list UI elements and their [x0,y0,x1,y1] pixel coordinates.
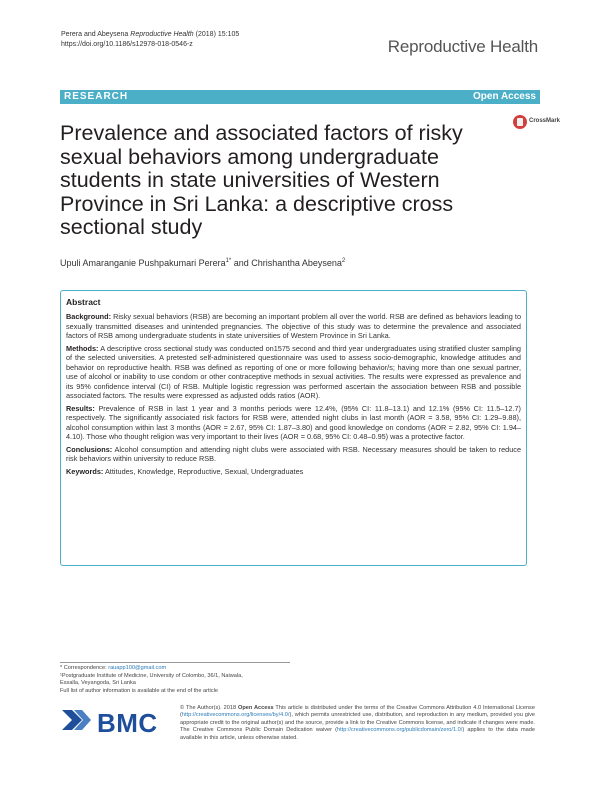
methods-label: Methods: [66,343,99,353]
abstract-heading: Abstract [66,297,101,307]
license-link[interactable]: http://creativecommons.org/licenses/by/4.0/ [181,712,290,719]
license-text: This article is distributed under the terms of the Creative Commons Attribution 4.0 International License ( [180,705,535,719]
abstract-conclusions [66,445,521,464]
abstract-box [60,290,527,566]
citation [61,30,239,49]
abstract-background [66,312,521,341]
license-open-access: Open Access [237,705,274,711]
conclusions-text: Alcohol consumption and attending night clubs were associated with RSB. Necessary measures should be taken to reduce risk behaviors within university to reduce RSB. [66,444,521,463]
author-name[interactable]: Upuli Amaranganie Pushpakumari Perera [60,258,226,268]
footnotes [60,665,310,695]
bmc-logo [60,705,170,738]
results-label: Results: [66,403,95,413]
section-banner [60,90,540,104]
article-title: Prevalence and associated factors of risky sexual behaviors among undergraduate students in state universities of Western Province in Sri Lanka: a descriptive cross sectional study [60,121,463,239]
background-label: Background: [66,312,111,321]
affiliation-line: Essalla, Veyangoda, Sri Lanka [60,680,136,687]
open-access-badge: Open Access [473,91,536,102]
correspondence-label: * Correspondence: [60,665,109,671]
correspondence-email[interactable]: rauapp100@gmail.com [108,665,167,671]
citation-journal: Reproductive Health [130,31,194,38]
methods-text: A descriptive cross sectional study was conducted on1575 second and third year undergraduates using stratified cluster sampling of the selected universities. A pretested self-administered questionnaire was used to assess socio-demographic, knowledge attitudes and behavior on reproductive health. RSB was defined as reporting of one or more following behavior/s; having more than one sexual partner, use of alcohol or inability to use condom or other contraceptive methods in sexual activities. The results were expressed as prevalence and its 95% confidence interval (CI) of RSB. Multiple logistic regression was performed ascertain the association between RSB and possible associated factors. The results were expressed as adjusted odds ratios (AOR). [66,343,521,400]
author-name[interactable]: Chrishantha Abeysena [251,258,342,268]
author-affiliation-mark: 2 [341,258,346,264]
affiliation-line: ¹Postgraduate Institute of Medicine, University of Colombo, 36/1, Naiwala, [60,672,243,679]
background-text: Risky sexual behaviors (RSB) are becoming an important problem all over the world. RSB are defined as behaviors leading to sexually transmitted diseases and unintended pregnancies. The objective of this study was to determine the prevalence and associated factors of RSB among undergraduate students in state universities of Western Province in Sri Lanka. [66,312,521,340]
bmc-wordmark: BMC [97,708,158,738]
bmc-logo-icon [60,708,92,732]
crossmark-button[interactable] [513,115,561,131]
keywords-label: Keywords: [66,466,104,476]
author-affiliation-mark: 1* [225,258,232,264]
citation-authors: Perera and Abeysena [61,31,129,38]
keywords-text: Attitudes, Knowledge, Reproductive, Sexual, Undergraduates [104,466,304,476]
license-text: ), which permits unrestricted use, distribution, and reproduction in any medium, provided you give appropriate credit to the original author(s) and the source, provide a link to the Creative Commons license, and indicate if changes were made. The Creative Commons Public Domain Dedication waiver ( [180,712,535,734]
abstract-results [66,404,521,442]
results-text: Prevalence of RSB in last 1 year and 3 months periods were 12.4%, (95% CI: 11.8–13.1) and 12.1% (95% CI: 11.5–12.7) respectively. The significantly associated risk factors for RSB were, attended night clubs in last month (AOR = 3.58, 95% CI: 1.29–9.88), alcohol consumption within last 3 months (AOR = 2.67, 95% CI: 1.87–3.80) and good knowledge on condoms (AOR = 2.82, 95% CI: 1.94–4.10). Those who thought religion was very important to their lives (AOR = 0.68, 95% CI: 0.48–0.95) was a protective factor. [66,403,521,441]
author-list [60,258,345,268]
license-statement [180,705,535,742]
conclusions-label: Conclusions: [66,444,113,454]
journal-name: Reproductive Health [387,37,538,56]
abstract-keywords [66,467,521,477]
crossmark-icon [513,115,527,129]
license-text: ) applies to the data made available in this article, unless otherwise stated. [180,727,535,741]
author-info-note: Full list of author information is available at the end of the article [60,687,218,694]
doi-link[interactable]: https://doi.org/10.1186/s12978-018-0546-z [61,40,193,48]
license-prefix: © The Author(s). 2018 [180,705,238,711]
abstract-methods [66,344,521,401]
footnote-divider [60,662,290,663]
citation-volume: (2018) 15:105 [195,31,240,38]
crossmark-label: CrossMark [529,118,561,124]
waiver-link[interactable]: http://creativecommons.org/publicdomain/zero/1.0/ [337,727,463,734]
author-separator: and [231,258,252,268]
section-label: RESEARCH [64,91,129,102]
